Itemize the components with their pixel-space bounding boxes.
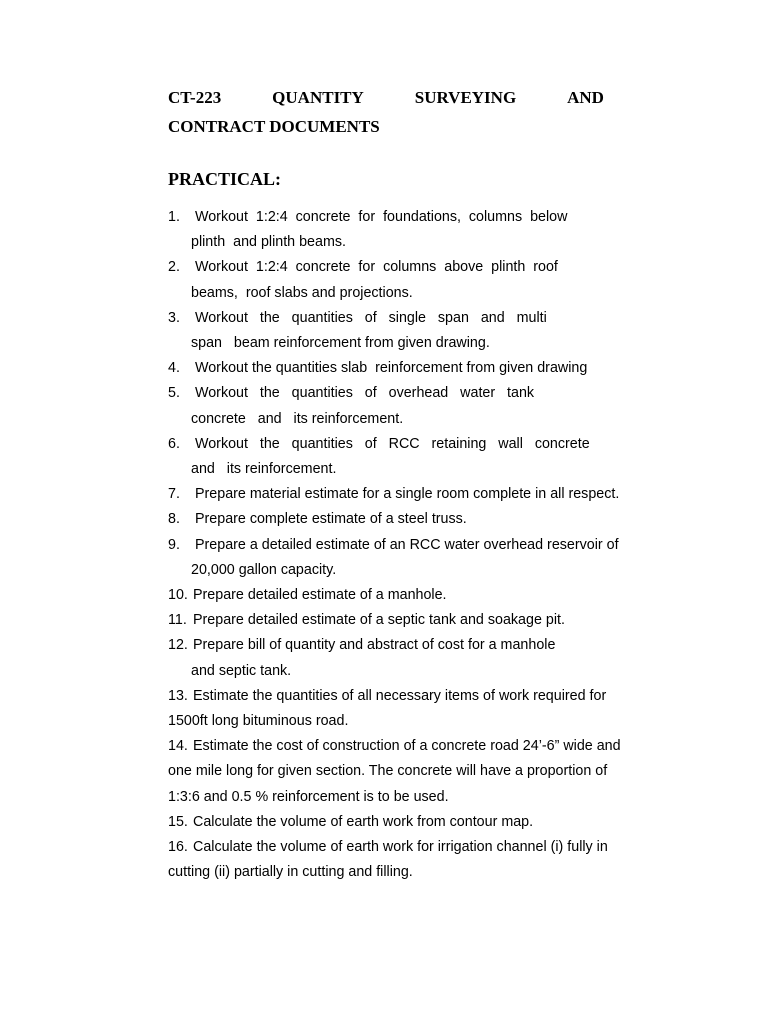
list-item-text: Workout the quantities slab reinforcement from given drawing bbox=[195, 360, 588, 377]
list-item-number: 11. bbox=[168, 612, 187, 629]
list-item-continuation: 1:3:6 and 0.5 % reinforcement is to be used. bbox=[168, 788, 449, 805]
list-item-text: Calculate the volume of earth work from contour map. bbox=[193, 813, 534, 830]
list-item-number: 10. bbox=[168, 587, 188, 603]
list-item-text: Workout the quantities of overhead water tank bbox=[195, 385, 535, 402]
list-item-number: 12. bbox=[168, 637, 188, 654]
list-item-text: Prepare material estimate for a single room complete in all respect. bbox=[195, 486, 620, 503]
list-item-continuation: plinth and plinth beams. bbox=[191, 234, 346, 251]
list-item-continuation: 1500ft long bituminous road. bbox=[168, 713, 349, 729]
list-item-number: 7. bbox=[168, 486, 180, 503]
list-item-number: 16. bbox=[168, 839, 188, 855]
list-item-text: Prepare detailed estimate of a manhole. bbox=[193, 587, 447, 603]
list-item-text: Prepare a detailed estimate of an RCC water overhead reservoir of bbox=[195, 536, 619, 553]
heading-word-surveying: SURVEYING bbox=[414, 88, 517, 107]
list-item-text: Estimate the cost of construction of a concrete road 24’-6” wide and bbox=[193, 738, 621, 755]
heading-word-quantity: QUANTITY bbox=[272, 88, 364, 107]
section-title: PRACTICAL: bbox=[168, 169, 282, 189]
list-item-continuation: 20,000 gallon capacity. bbox=[191, 561, 337, 578]
list-item-text: Prepare complete estimate of a steel truss. bbox=[195, 511, 467, 528]
list-item-text: Prepare bill of quantity and abstract of cost for a manhole bbox=[193, 637, 556, 654]
list-item-continuation: span beam reinforcement from given drawing. bbox=[191, 335, 490, 351]
list-item-number: 4. bbox=[168, 360, 180, 377]
list-item-continuation: and septic tank. bbox=[191, 662, 292, 679]
list-item-continuation: cutting (ii) partially in cutting and filling. bbox=[168, 864, 413, 881]
list-item-number: 14. bbox=[168, 738, 188, 755]
list-item-text: Calculate the volume of earth work for irrigation channel (i) fully in bbox=[193, 839, 608, 855]
document-heading-line-2: CONTRACT DOCUMENTS bbox=[168, 117, 380, 136]
list-item-text: Workout 1:2:4 concrete for columns above plinth roof bbox=[195, 259, 558, 276]
list-item-continuation: one mile long for given section. The concrete will have a proportion of bbox=[168, 763, 608, 780]
list-item-number: 13. bbox=[168, 687, 188, 704]
list-item-number: 6. bbox=[168, 435, 180, 452]
list-item-number: 9. bbox=[168, 536, 180, 553]
list-item-number: 5. bbox=[168, 385, 180, 402]
list-item-text: Workout 1:2:4 concrete for foundations, columns below bbox=[195, 209, 568, 225]
list-item-continuation: beams, roof slabs and projections. bbox=[191, 284, 413, 301]
list-item-text: Prepare detailed estimate of a septic tank and soakage pit. bbox=[193, 612, 565, 629]
list-item-text: Workout the quantities of RCC retaining wall concrete bbox=[195, 435, 590, 452]
list-item-number: 15. bbox=[168, 813, 188, 830]
course-code: CT-223 bbox=[168, 88, 222, 107]
list-item-text: Estimate the quantities of all necessary items of work required for bbox=[193, 687, 607, 704]
list-item-number: 8. bbox=[168, 511, 180, 528]
heading-word-and: AND bbox=[567, 88, 604, 107]
list-item-number: 1. bbox=[168, 209, 180, 225]
list-item-number: 2. bbox=[168, 259, 180, 276]
list-item-text: Workout the quantities of single span and multi bbox=[195, 309, 547, 326]
list-item-continuation: concrete and its reinforcement. bbox=[191, 410, 404, 427]
list-item-number: 3. bbox=[168, 309, 180, 326]
list-item-continuation: and its reinforcement. bbox=[191, 461, 337, 477]
